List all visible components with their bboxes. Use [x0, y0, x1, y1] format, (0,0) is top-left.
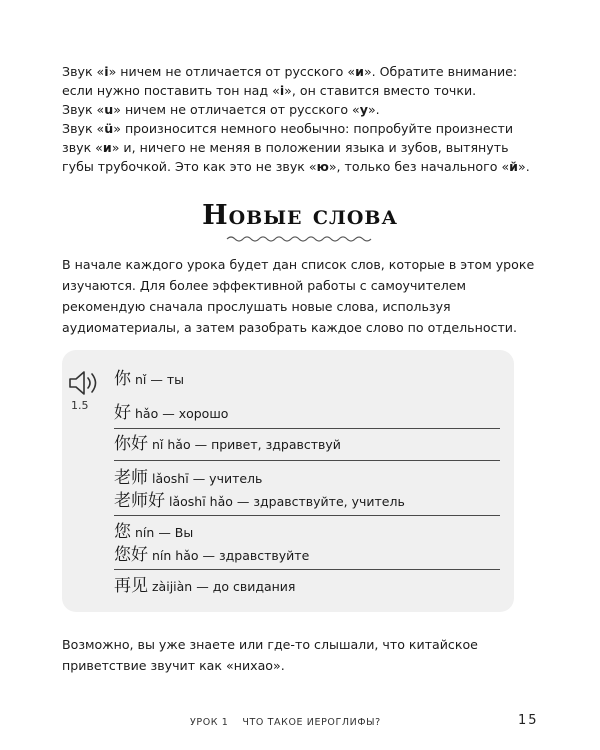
vocab-entry-group: 您 nín — Вы 您好 nín hǎo — здравствуйте	[114, 522, 310, 565]
vocab-entry-group: 老师 lǎoshī — учитель 老师好 lǎoshī hǎo — здравствуйте, учитель	[114, 468, 405, 511]
divider	[114, 569, 500, 570]
section-heading	[0, 200, 600, 243]
vocab-entry: 好 hǎo — хорошо	[114, 403, 229, 423]
intro-paragraph-u-umlaut: Звук «ü» произносится немного необычно: попробуйте произнести звук «и» и, ничего не меняя в положении языка и зубов, вытянуть губы трубочкой. Это как это не звук «ю», только без начального «й».	[62, 121, 530, 174]
wavy-underline	[225, 235, 375, 243]
audio-track-number: 1.5	[71, 399, 89, 412]
vocab-entry: 再见 zàijiàn — до свидания	[114, 576, 296, 596]
section-title: Новые слова	[202, 200, 398, 231]
divider	[114, 515, 500, 516]
speaker-icon[interactable]	[67, 368, 101, 398]
vocabulary-box	[62, 350, 514, 612]
section-description: В начале каждого урока будет дан список слов, которые в этом уроке изучаются. Для более эффективной работы с самоучителем рекомендую сначала прослушать новые слова, используя аудиоматериалы, а затем разобрать каждое слово по отдельности.	[62, 257, 535, 335]
divider	[114, 428, 500, 429]
footer-lesson: УРОК 1	[190, 717, 229, 728]
vocab-entry: 你 nǐ — ты	[114, 369, 185, 389]
closing-paragraph: Возможно, вы уже знаете или где-то слышали, что китайское приветствие звучит как «нихао».	[62, 637, 478, 673]
footer-title: ЧТО ТАКОЕ ИЕРОГЛИФЫ?	[242, 717, 381, 728]
intro-paragraph-u: Звук «u» ничем не отличается от русского «у».	[62, 102, 380, 117]
page-number: 15	[518, 713, 539, 728]
vocab-entry: 你好 nǐ hǎo — привет, здравствуй	[114, 434, 341, 454]
divider	[114, 460, 500, 461]
running-footer	[190, 717, 381, 728]
intro-text	[62, 62, 540, 176]
intro-paragraph-i: Звук «i» ничем не отличается от русского «и». Обратите внимание: если нужно поставить тон над «i», он ставится вместо точки.	[62, 64, 518, 98]
